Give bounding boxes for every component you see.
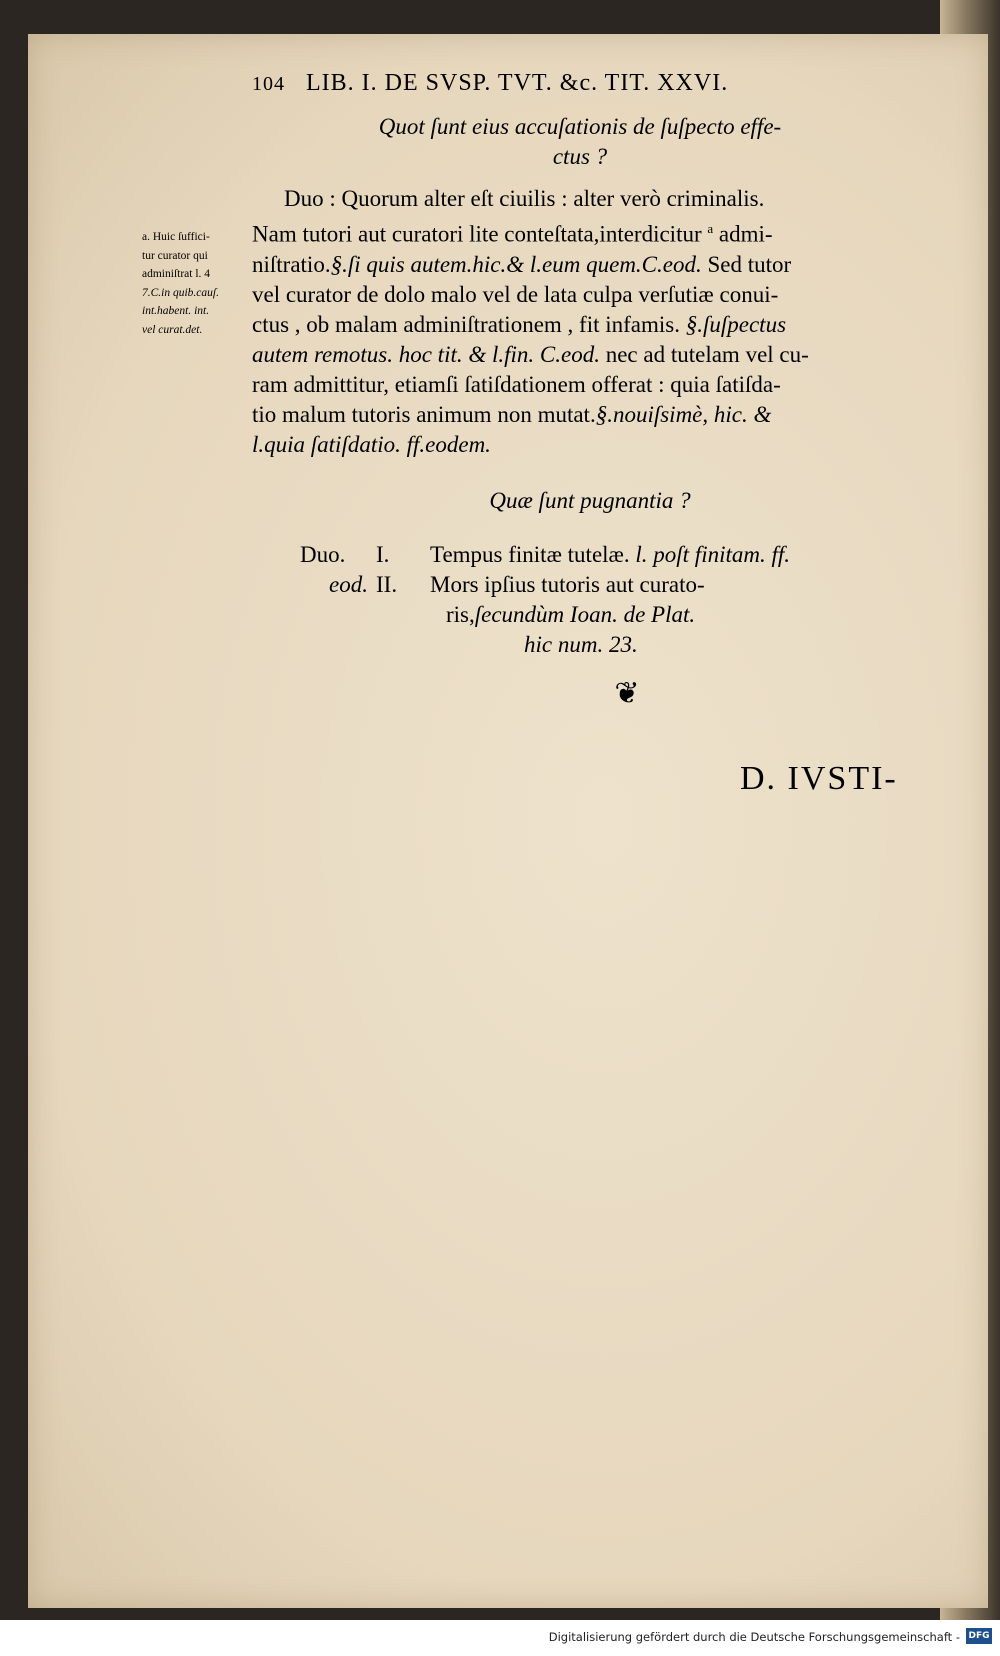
running-title: LIB. I. DE SVSP. TVT. &c. TIT. XXVI.: [306, 70, 729, 96]
marginal-note: a. Huic ſuffici- tur curator qui adminiſtrat l. 4 7.C.in quib.cauſ. int.habent. int. vel curat.det.: [142, 231, 219, 336]
footer-bar: [0, 1620, 1000, 1656]
catchword: D. IVSTI-: [740, 760, 898, 797]
running-header: [252, 70, 892, 97]
question-heading: Quot ſunt eius accuſationis de ſuſpecto effe- ctus ?: [378, 114, 782, 169]
list-item: Duo. I. Tempus finitæ tutelæ. l. poſt finitam. ff.: [300, 542, 791, 567]
fleuron-ornament-icon: ❦: [614, 677, 640, 710]
list-item: eod. II. Mors ipſius tutoris aut curato-: [329, 572, 705, 597]
footer-credit: Digitalisierung gefördert durch die Deutsche Forschungsgemeinschaft -: [548, 1630, 960, 1644]
answer-paragraph: Duo : Quorum alter eſt ciuilis : alter verò criminalis. Nam tutori aut curatori lite conteſtata,interdicitur $^a$ admi- niſtratio.§.ſi quis autem.hic.& l.eum quem.C.eod. Sed tutor vel curator de dolo malo vel de lata culpa verſutiæ conui- ctus , ob malam adminiſtrationem , fit infamis. §.ſuſpectus autem remotus. hoc tit. & l.fin. C.eod. nec ad tutelam vel cu- ram admittitur, etiamſi ſatiſdationem offerat : quia ſatiſda- tio malum tutoris animum non mutat.§.nouiſsimè, hic. & l.quia ſatiſdatio. ff.eodem.: [252, 186, 809, 457]
dfg-logo: DFG: [966, 1628, 992, 1644]
page-number: 104: [252, 73, 285, 95]
pugnantia-list: Duo. I. Tempus finitæ tutelæ. l. poſt finitam. ff. eod. II. Mors ipſius tutoris aut curato- ris,ſecundùm Ioan. de Plat. hic num. 23.: [300, 540, 900, 660]
question-heading-2: Quæ ſunt pugnantia ?: [489, 488, 691, 513]
footnote-marker: a: [707, 221, 714, 236]
